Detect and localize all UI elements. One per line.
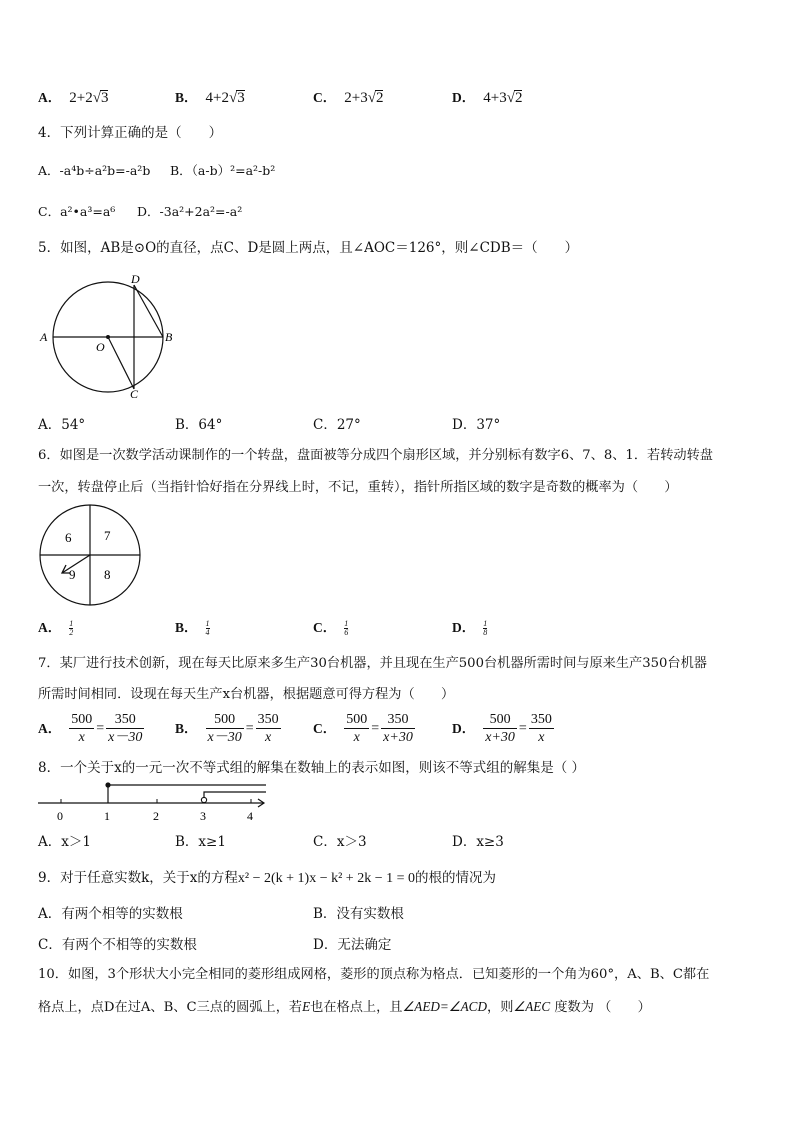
tick-label-2: 2 [153,809,159,823]
q7-c-right-fraction: $\frac{350}{x+30}$ [383,712,413,745]
q7-stem-line1: 7．某厂进行技术创新，现在每天比原来多生产30台机器，并且现在生产500台机器所需时间与原来生产350台机器 [38,656,707,671]
q6-b-label: B． [175,620,198,635]
q6-b-fraction: $\frac{1}{4}$ [205,619,210,637]
q9-stem [38,869,496,888]
label-b: B [165,330,173,344]
q3-option-c[interactable] [313,89,383,107]
q7-a-left-fraction: $\frac{500}{x}$ [71,712,93,745]
q9-option-c[interactable]: C．有两个不相等的实数根 [38,937,197,953]
q9-option-b[interactable]: B．没有实数根 [313,906,404,922]
sector-9: 9 [69,567,76,582]
q5-option-c[interactable]: C．27° [313,417,361,433]
q6-c-label: C． [313,620,337,635]
q10-angle-aec: ∠AEC [513,999,551,1014]
q7-b-right-fraction: $\frac{350}{x}$ [257,712,279,745]
ray-from-1 [108,785,266,803]
q5-stem: 5．如图，AB是⊙O的直径，点C、D是圆上两点，且∠AOC＝126°，则∠CDB＝（ ） [38,240,579,256]
closed-dot-1 [105,782,110,787]
q8-option-d[interactable]: D．x≥3 [452,834,504,850]
q4-option-a[interactable]: A．-a⁴b÷a²b=-a²b [38,163,151,178]
q3-c-radicand: 2 [375,90,384,106]
q3-b-radicand: 3 [237,90,245,106]
q7-b-left-fraction: $\frac{500}{x-30}$ [207,712,242,745]
q3-a-radicand: 3 [100,90,109,106]
q6-option-a[interactable] [38,619,73,637]
sqrt-sign: √ [367,90,376,106]
open-dot-3 [201,797,206,802]
q10-point-e: E [302,999,311,1014]
q6-a-label: A． [38,620,62,635]
q7-a-label: A． [38,720,62,736]
q3-option-a[interactable] [38,89,108,107]
q9-option-d[interactable]: D．无法确定 [313,937,392,953]
equals-sign: = [96,720,105,736]
sector-7: 7 [104,528,111,543]
q3-c-label: C． [313,90,337,105]
q8-option-c[interactable]: C．x＞3 [313,834,367,850]
q9-option-a[interactable]: A．有两个相等的实数根 [38,906,183,922]
tick-label-1: 1 [104,809,110,823]
q3-d-expr: 4+3 [483,90,507,106]
ray-from-3 [204,792,266,800]
tick-label-3: 3 [200,809,206,823]
q6-option-c[interactable] [313,619,348,637]
q6-spinner-figure [36,503,146,608]
q7-c-left-fraction: $\frac{500}{x}$ [346,712,368,745]
q10-stem-mid: 也在格点上，且 [310,1000,403,1015]
q7-b-label: B． [175,720,198,736]
q3-b-expr: 4+2 [205,90,229,106]
q6-stem-line2: 一次，转盘停止后（当指针恰好指在分界线上时，不记，重转），指针所指区域的数字是奇数的概率为（ ） [38,480,678,495]
q7-option-c[interactable] [313,711,415,746]
equals-sign: = [371,720,380,736]
q5-circle-figure [38,272,183,400]
q7-d-right-fraction: $\frac{350}{x}$ [530,712,552,745]
q3-option-b[interactable] [175,89,245,107]
label-a: A [40,330,48,344]
q7-c-label: C． [313,720,337,736]
equals-sign: = [245,720,254,736]
q7-option-d[interactable] [452,711,554,746]
q7-option-b[interactable] [175,711,281,746]
q3-d-radicand: 2 [514,90,523,106]
q8-number-line-figure [36,780,272,824]
q6-c-fraction: $\frac{1}{6}$ [344,619,349,637]
tick-label-0: 0 [57,809,63,823]
sqrt-sign: √ [228,90,238,106]
q6-a-fraction: $\frac{1}{2}$ [69,619,74,637]
label-c: C [130,387,139,400]
q6-d-fraction: $\frac{1}{8}$ [483,619,488,637]
q9-stem-post: 的根的情况为 [414,870,496,886]
q3-b-label: B． [175,90,198,105]
q9-stem-pre: 9．对于任意实数k，关于x的方程 [38,870,238,886]
q3-a-label: A． [38,90,62,105]
sector-8: 8 [104,567,111,582]
equals-sign: = [518,720,527,736]
q10-stem-line1: 10．如图，3个形状大小完全相同的菱形组成网格，菱形的顶点称为格点．已知菱形的一个角为60°，A、B、C都在 [38,967,710,982]
q6-option-b[interactable] [175,619,210,637]
spinner-pointer [62,555,90,573]
q6-d-label: D． [452,620,476,635]
q8-option-b[interactable]: B．x≥1 [175,834,226,850]
q3-option-d[interactable] [452,89,522,107]
q3-a-expr: 2+2 [69,90,93,106]
q6-stem-line1: 6．如图是一次数学活动课制作的一个转盘，盘面被等分成四个扇形区域，并分别标有数字6、7、8、1．若转动转盘 [38,448,713,463]
q7-stem-line2: 所需时间相同．设现在每天生产x台机器，根据题意可得方程为（ ） [38,687,455,702]
tick-label-4: 4 [247,809,253,823]
q3-d-label: D． [452,90,476,105]
q9-equation: x² − 2(k + 1)x − k² + 2k − 1 = 0 [237,871,415,886]
q4-option-c[interactable]: C．a²•a³=a⁶ [38,204,116,219]
label-o: O [96,340,105,354]
sector-6: 6 [65,530,72,545]
sqrt-sign: √ [92,90,101,106]
label-d: D [131,272,140,286]
q5-option-d[interactable]: D．37° [452,417,501,433]
q8-stem: 8．一个关于x的一元一次不等式组的解集在数轴上的表示如图，则该不等式组的解集是（ ） [38,760,585,776]
radius-oc [108,337,134,389]
q10-stem-pre: 格点上，点D在过A、B、C三点的圆弧上，若 [38,1000,303,1015]
q6-option-d[interactable] [452,619,487,637]
q7-a-right-fraction: $\frac{350}{x-30}$ [108,712,143,745]
q10-stem-end: 度数为 （ ） [550,1000,651,1015]
q7-option-a[interactable] [38,711,144,746]
q7-d-label: D． [452,720,476,736]
q10-angle-condition: ∠AED=∠ACD [402,999,488,1014]
q10-stem-post: ，则 [487,1000,514,1015]
q5-option-b[interactable]: B．64° [175,417,223,433]
q4-option-b[interactable]: B．（a-b）²=a²-b² [170,163,276,178]
q10-stem-line2 [38,998,651,1017]
sqrt-sign: √ [506,90,515,106]
q4-option-d[interactable]: D．-3a²+2a²=-a² [137,204,243,219]
q7-d-left-fraction: $\frac{500}{x+30}$ [485,712,515,745]
q5-option-a[interactable]: A．54° [38,417,86,433]
center-point [106,335,110,339]
chord-db [134,285,163,337]
q4-stem: 4．下列计算正确的是（ ） [38,125,223,141]
q3-c-expr: 2+3 [344,90,368,106]
q8-option-a[interactable]: A．x＞1 [38,834,91,850]
